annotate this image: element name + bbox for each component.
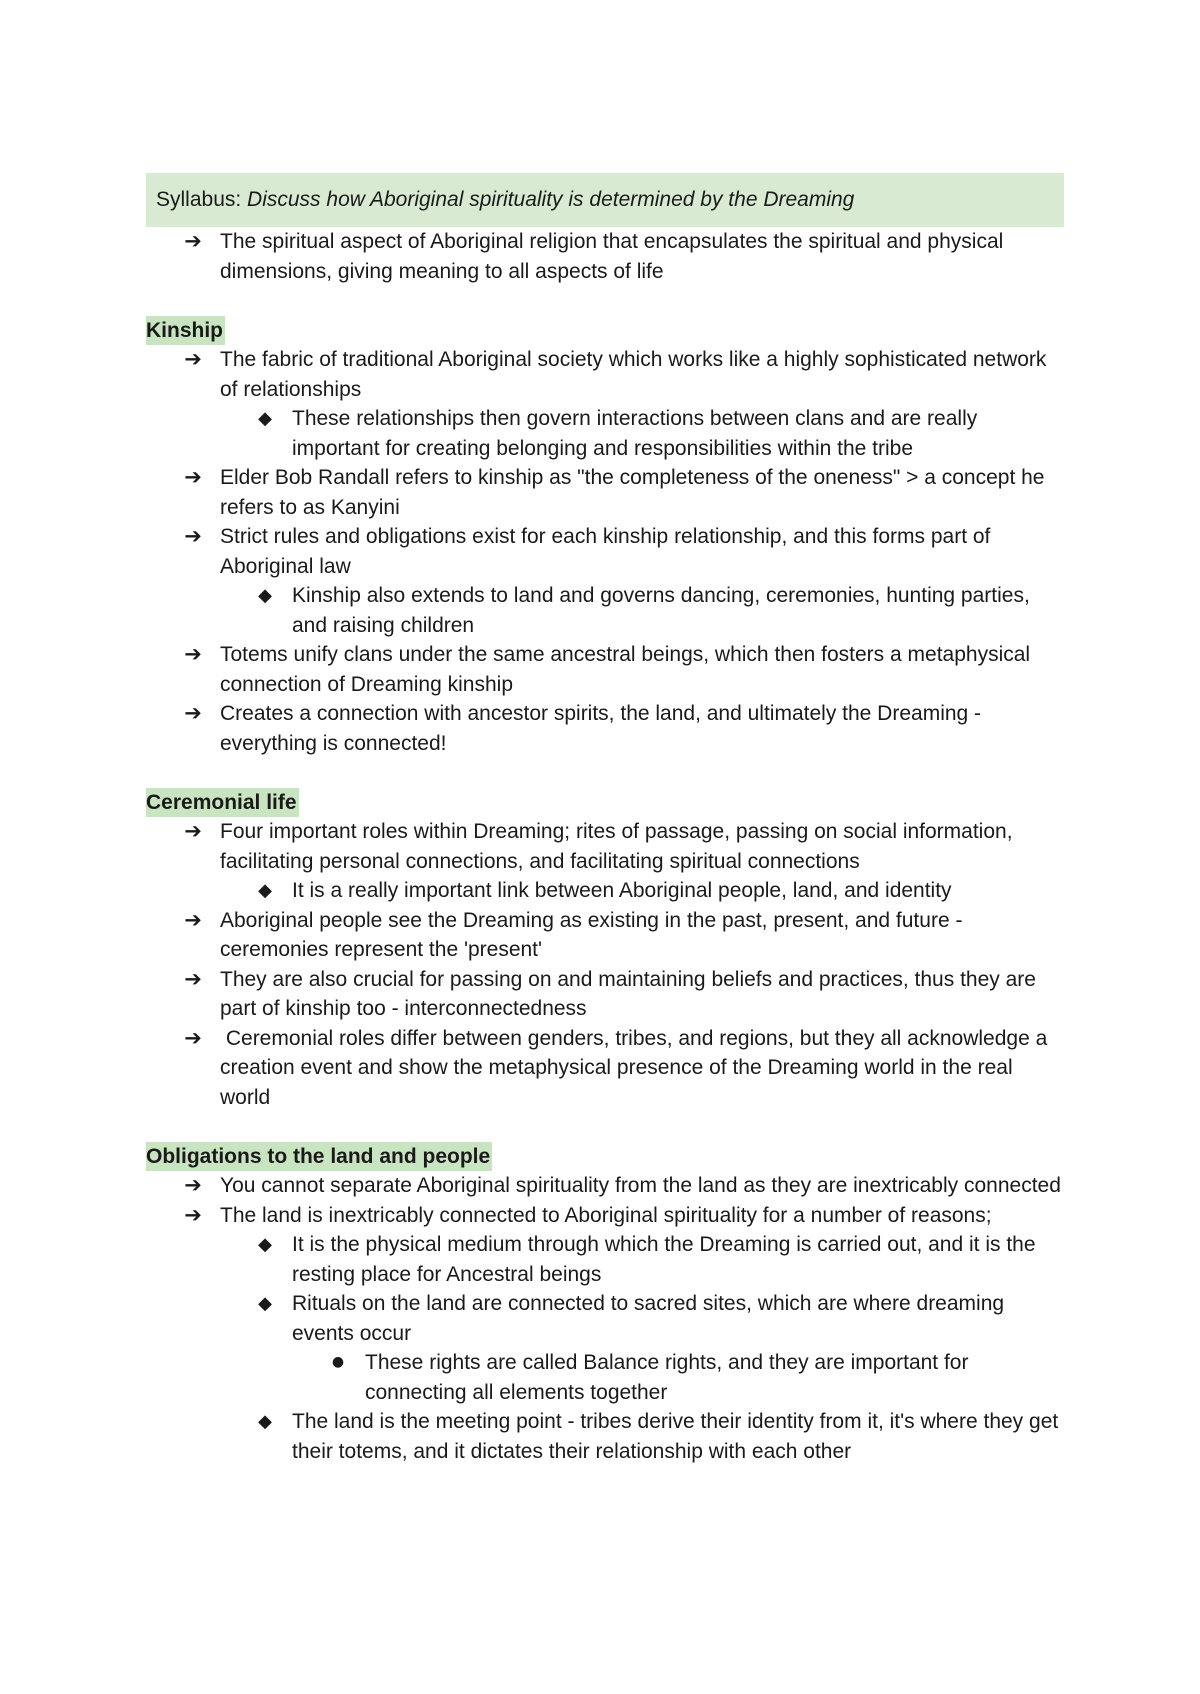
arrow-bullet-icon: ➔ [184, 642, 202, 666]
list-item-text: The land is the meeting point - tribes derive their identity from it, it's where they get their totems, and it dictates their relationship with each other [292, 1410, 1059, 1463]
list-item [146, 1201, 1064, 1231]
list-item [146, 522, 1064, 581]
list-item-text: It is a really important link between Aboriginal people, land, and identity [292, 879, 952, 902]
list-item [146, 1171, 1064, 1201]
arrow-bullet-icon: ➔ [184, 1202, 202, 1227]
diamond-bullet-icon: ◆ [258, 585, 272, 606]
list-item [146, 1407, 1064, 1466]
list-item-text: Ceremonial roles differ between genders, tribes, and regions, but they all acknowledge a creation event and show the metaphysical presence of the Dreaming world in the real world [220, 1026, 1054, 1109]
list-item [146, 817, 1064, 876]
diamond-bullet-icon: ◆ [258, 880, 272, 901]
list-item-text: Totems unify clans under the same ancestral beings, which then fosters a metaphysical connection of Dreaming kinship [220, 643, 1031, 696]
syllabus-banner [146, 173, 1064, 227]
list-item-text: Strict rules and obligations exist for each kinship relationship, and this forms part of Aboriginal law [220, 525, 991, 578]
section-heading: Kinship [146, 316, 225, 346]
syllabus-prefix: Syllabus: [156, 188, 248, 211]
list-item-text: The spiritual aspect of Aboriginal religion that encapsulates the spiritual and physical dimensions, giving meaning to all aspects of life [220, 230, 1004, 283]
intro-list [146, 227, 1064, 286]
list-item-text: Kinship also extends to land and governs dancing, ceremonies, hunting parties, and raising children [292, 584, 1030, 637]
arrow-bullet-icon: ➔ [184, 1025, 202, 1050]
list-item-text: Elder Bob Randall refers to kinship as "the completeness of the oneness" > a concept he refers to as Kanyini [220, 466, 1045, 519]
list-item [146, 463, 1064, 522]
arrow-bullet-icon: ➔ [184, 524, 202, 548]
list-item-text: These relationships then govern interactions between clans and are really important for creating belonging and responsibilities within the tribe [292, 407, 978, 460]
arrow-bullet-icon: ➔ [184, 819, 202, 843]
list-item [146, 876, 1064, 906]
document-content [146, 173, 1064, 1466]
list-item-text: These rights are called Balance rights, and they are important for connecting all elements together [365, 1351, 969, 1404]
dot-bullet-icon: ● [331, 1354, 345, 1370]
list-item [146, 906, 1064, 965]
arrow-bullet-icon: ➔ [184, 966, 202, 991]
arrow-bullet-icon: ➔ [184, 1173, 202, 1197]
list-item-text: The land is inextricably connected to Aboriginal spirituality for a number of reasons; [220, 1203, 992, 1227]
list-item-text: You cannot separate Aboriginal spirituality from the land as they are inextricably connected [220, 1174, 1061, 1197]
diamond-bullet-icon: ◆ [258, 408, 272, 429]
diamond-bullet-icon: ◆ [258, 1293, 272, 1314]
list-item-text: The fabric of traditional Aboriginal society which works like a highly sophisticated network of relationships [220, 348, 1047, 401]
arrow-bullet-icon: ➔ [184, 701, 202, 725]
syllabus-topic: Discuss how Aboriginal spirituality is determined by the Dreaming [247, 188, 855, 211]
section-heading: Obligations to the land and people [146, 1142, 492, 1172]
list-item-text: Rituals on the land are connected to sacred sites, which are where dreaming events occur [292, 1292, 1005, 1345]
list-item-text: Aboriginal people see the Dreaming as existing in the past, present, and future - ceremonies represent the 'present' [220, 908, 963, 961]
list-item [146, 1024, 1064, 1113]
list-item-text: Four important roles within Dreaming; rites of passage, passing on social information, facilitating personal connections, and facilitating spiritual connections [220, 820, 1013, 873]
section-ceremonial-life [146, 758, 1064, 1112]
list-item [146, 345, 1064, 404]
section-list [146, 817, 1064, 1112]
arrow-bullet-icon: ➔ [184, 229, 202, 253]
list-item [146, 1230, 1064, 1289]
section-list [146, 345, 1064, 758]
list-item-text: They are also crucial for passing on and maintaining beliefs and practices, thus they are part of kinship too - interconnectedness [220, 967, 1036, 1020]
diamond-bullet-icon: ◆ [258, 1234, 272, 1255]
diamond-bullet-icon: ◆ [258, 1411, 272, 1432]
list-item [146, 965, 1064, 1024]
section-kinship [146, 286, 1064, 758]
list-item [146, 227, 1064, 286]
list-item [146, 404, 1064, 463]
list-item [146, 1348, 1064, 1407]
arrow-bullet-icon: ➔ [184, 907, 202, 932]
arrow-bullet-icon: ➔ [184, 465, 202, 489]
list-item [146, 1289, 1064, 1348]
section-list [146, 1171, 1064, 1466]
list-item-text: It is the physical medium through which the Dreaming is carried out, and it is the resting place for Ancestral beings [292, 1233, 1036, 1286]
list-item-text: Creates a connection with ancestor spirits, the land, and ultimately the Dreaming - everything is connected! [220, 702, 982, 755]
section-heading: Ceremonial life [146, 788, 299, 818]
arrow-bullet-icon: ➔ [184, 347, 202, 371]
list-item [146, 699, 1064, 758]
list-item [146, 640, 1064, 699]
section-obligations [146, 1112, 1064, 1466]
list-item [146, 581, 1064, 640]
